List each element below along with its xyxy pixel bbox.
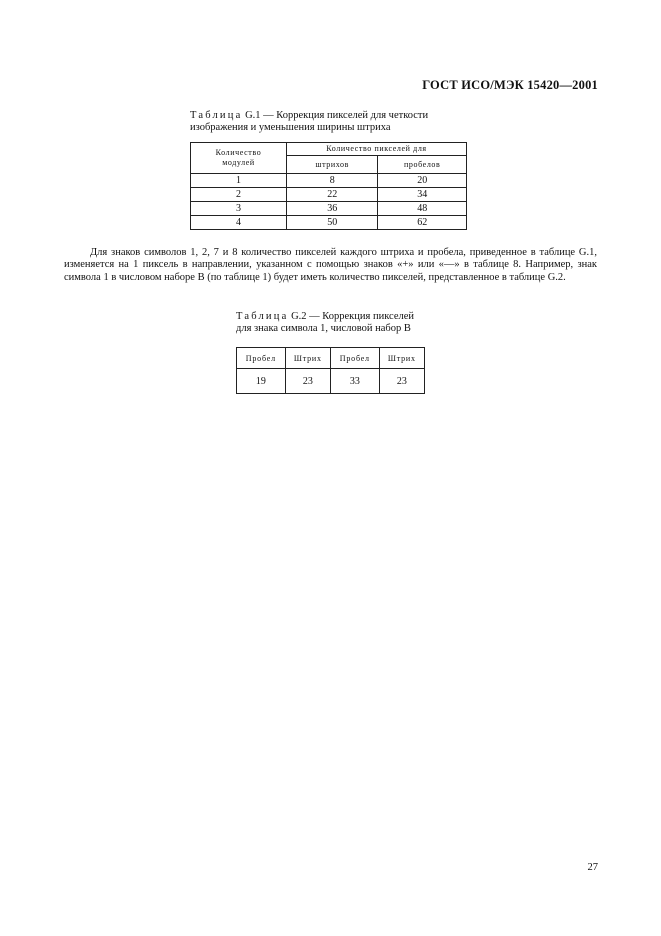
table-g2-caption-word: Таблица: [236, 311, 289, 322]
table-row: [191, 174, 467, 188]
table-g1-cell-spaces: 62: [378, 216, 467, 230]
table-g1-cell-bars: 8: [286, 174, 377, 188]
table-g2-value-cell: 19: [237, 369, 286, 394]
table-g1-header-pixels: Количество пикселей для: [286, 143, 466, 156]
document-header: ГОСТ ИСО/МЭК 15420—2001: [422, 78, 598, 92]
table-g2-header-cell: Пробел: [237, 348, 286, 369]
table-g2-value-cell: 23: [379, 369, 424, 394]
table-g2-caption: [236, 311, 428, 335]
table-g1-caption-word: Таблица: [190, 110, 243, 121]
body-paragraph: [64, 247, 597, 284]
page-number: 27: [587, 862, 598, 873]
table-g1-cell-modules: 4: [191, 216, 287, 230]
table-row: [191, 188, 467, 202]
table-g1-cell-bars: 50: [286, 216, 377, 230]
body-paragraph-text: Для знаков символов 1, 2, 7 и 8 количество пикселей каждого штриха и пробела, приведенное в таблице G.1, изменяется на 1 пиксель в направлении, указанном с помощью знаков «+» или «—» в таблице 8. Например, знак символа 1 в числовом наборе B (по таблице 1) будет иметь количество пикселей, представленное в таблице G.2.: [64, 247, 597, 283]
table-g1-cell-spaces: 48: [378, 202, 467, 216]
table-g2-value-cell: 33: [330, 369, 379, 394]
table-g1: [190, 142, 467, 230]
table-g2: [236, 347, 425, 394]
table-g2-caption-text: G.2 — Коррекция пикселей для знака символа 1, числовой набор B: [236, 311, 415, 334]
table-g1-header-spaces: пробелов: [378, 156, 467, 174]
table-g2-header-row: [237, 348, 425, 369]
table-row: [191, 202, 467, 216]
table-g1-caption: [190, 110, 470, 134]
table-g1-cell-modules: 1: [191, 174, 287, 188]
table-g1-cell-modules: 2: [191, 188, 287, 202]
table-g2-header-cell: Штрих: [285, 348, 330, 369]
table-g1-cell-spaces: 34: [378, 188, 467, 202]
table-g2-header-cell: Штрих: [379, 348, 424, 369]
table-row: [237, 369, 425, 394]
table-g1-cell-bars: 22: [286, 188, 377, 202]
table-row: [191, 216, 467, 230]
table-g1-header-modules: Количество модулей: [191, 143, 287, 174]
table-g2-header-cell: Пробел: [330, 348, 379, 369]
table-g1-cell-spaces: 20: [378, 174, 467, 188]
table-g1-caption-text: G.1 — Коррекция пикселей для четкости изображения и уменьшения ширины штриха: [190, 110, 429, 133]
table-g1-header-bars: штрихов: [286, 156, 377, 174]
table-g2-value-cell: 23: [285, 369, 330, 394]
table-g1-cell-bars: 36: [286, 202, 377, 216]
table-g1-cell-modules: 3: [191, 202, 287, 216]
